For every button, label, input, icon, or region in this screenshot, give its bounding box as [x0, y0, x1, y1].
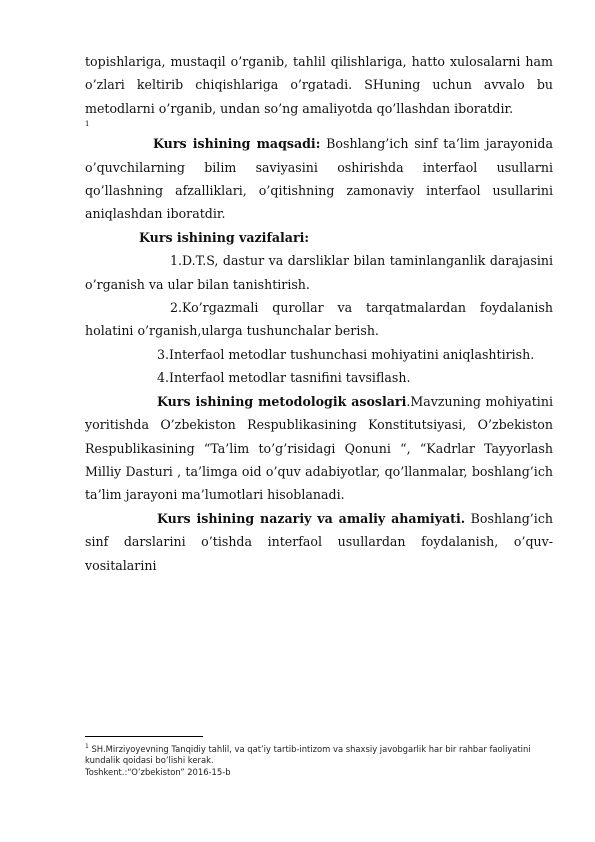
- footnote-line-3: Toshkent.:“O’zbekiston” 2016-15-b: [85, 766, 231, 777]
- footnote-line-2: kundalik qoidasi bo’lishi kerak.: [85, 755, 214, 766]
- ahamiyati-paragraph: [85, 507, 553, 577]
- vazifa-item-4: 4.Interfaol metodlar tasnifini tavsiflash.: [157, 370, 411, 386]
- vazifa-item-1: 1.D.T.S, dastur va darsliklar bilan taminlanganlik darajasini o’rganish va ular bilan tanishtirish.: [85, 253, 553, 292]
- document-page: [85, 50, 553, 577]
- ahamiyati-text: Boshlang’ich sinf darslarini o’tishda interfaol usullardan foydalanish, o’quv-vositalarini: [85, 510, 553, 573]
- intro-paragraph: topishlariga, mustaqil o’rganib, tahlil qilishlariga, hatto xulosalarni ham o’zlari keltirib chiqishlariga o’rgatadi. SHuning uchun avvalo bu metodlarni o’rganib, undan so’ng amaliyotda qo’llashdan iboratdir.: [85, 54, 553, 116]
- ahamiyati-label: Kurs ishining nazariy va amaliy ahamiyati.: [157, 510, 466, 526]
- maqsad-paragraph: [85, 132, 553, 226]
- footnote-line-1: [85, 741, 555, 755]
- footnote-text-1: SH.Mirziyoyevning Tanqidiy tahlil, va qat’iy tartib-intizom va shaxsiy javobgarlik har bir rahbar faoliyatini: [88, 743, 531, 754]
- footnote-reference-marker: 1: [85, 120, 90, 129]
- maqsad-text: Boshlang’ich sinf ta’lim jarayonida o’quvchilarning bilim saviyasini oshirishda interfaol usullarni qo’llashning afzalliklari, o’qitishning zamonaviy interfaol usullarini aniqlashdan iboratdir.: [85, 136, 553, 222]
- metodologik-paragraph: [85, 390, 553, 507]
- footnote-divider: [85, 736, 203, 737]
- maqsad-label: Kurs ishining maqsadi:: [153, 136, 321, 152]
- metodologik-label: Kurs ishining metodologik asoslari: [157, 393, 407, 409]
- vazifa-item-3: 3.Interfaol metodlar tushunchasi mohiyatini aniqlashtirish.: [157, 346, 535, 362]
- vazifalar-heading: [85, 226, 553, 249]
- vazifalar-heading-text: Kurs ishining vazifalari:: [139, 229, 310, 245]
- footnote-marker: 1: [85, 743, 89, 750]
- vazifa-item-2: 2.Ko’rgazmali qurollar va tarqatmalardan foydalanish holatini o’rganish,ularga tushunchalar berish.: [85, 300, 553, 339]
- metodologik-text: .Mavzuning mohiyatini yoritishda O’zbekiston Respublikasining Konstitutsiyasi, O’zbekiston Respublikasining “Ta’lim to’g’risidagi Qonuni “, “Kadrlar Tayyorlash Milliy Dasturi , ta’limga oid o’quv adabiyotlar, qo’llanmalar, boshlang’ich ta’lim jarayoni ma’lumotlari hisoblanadi.: [85, 393, 553, 503]
- footnote: [85, 741, 555, 779]
